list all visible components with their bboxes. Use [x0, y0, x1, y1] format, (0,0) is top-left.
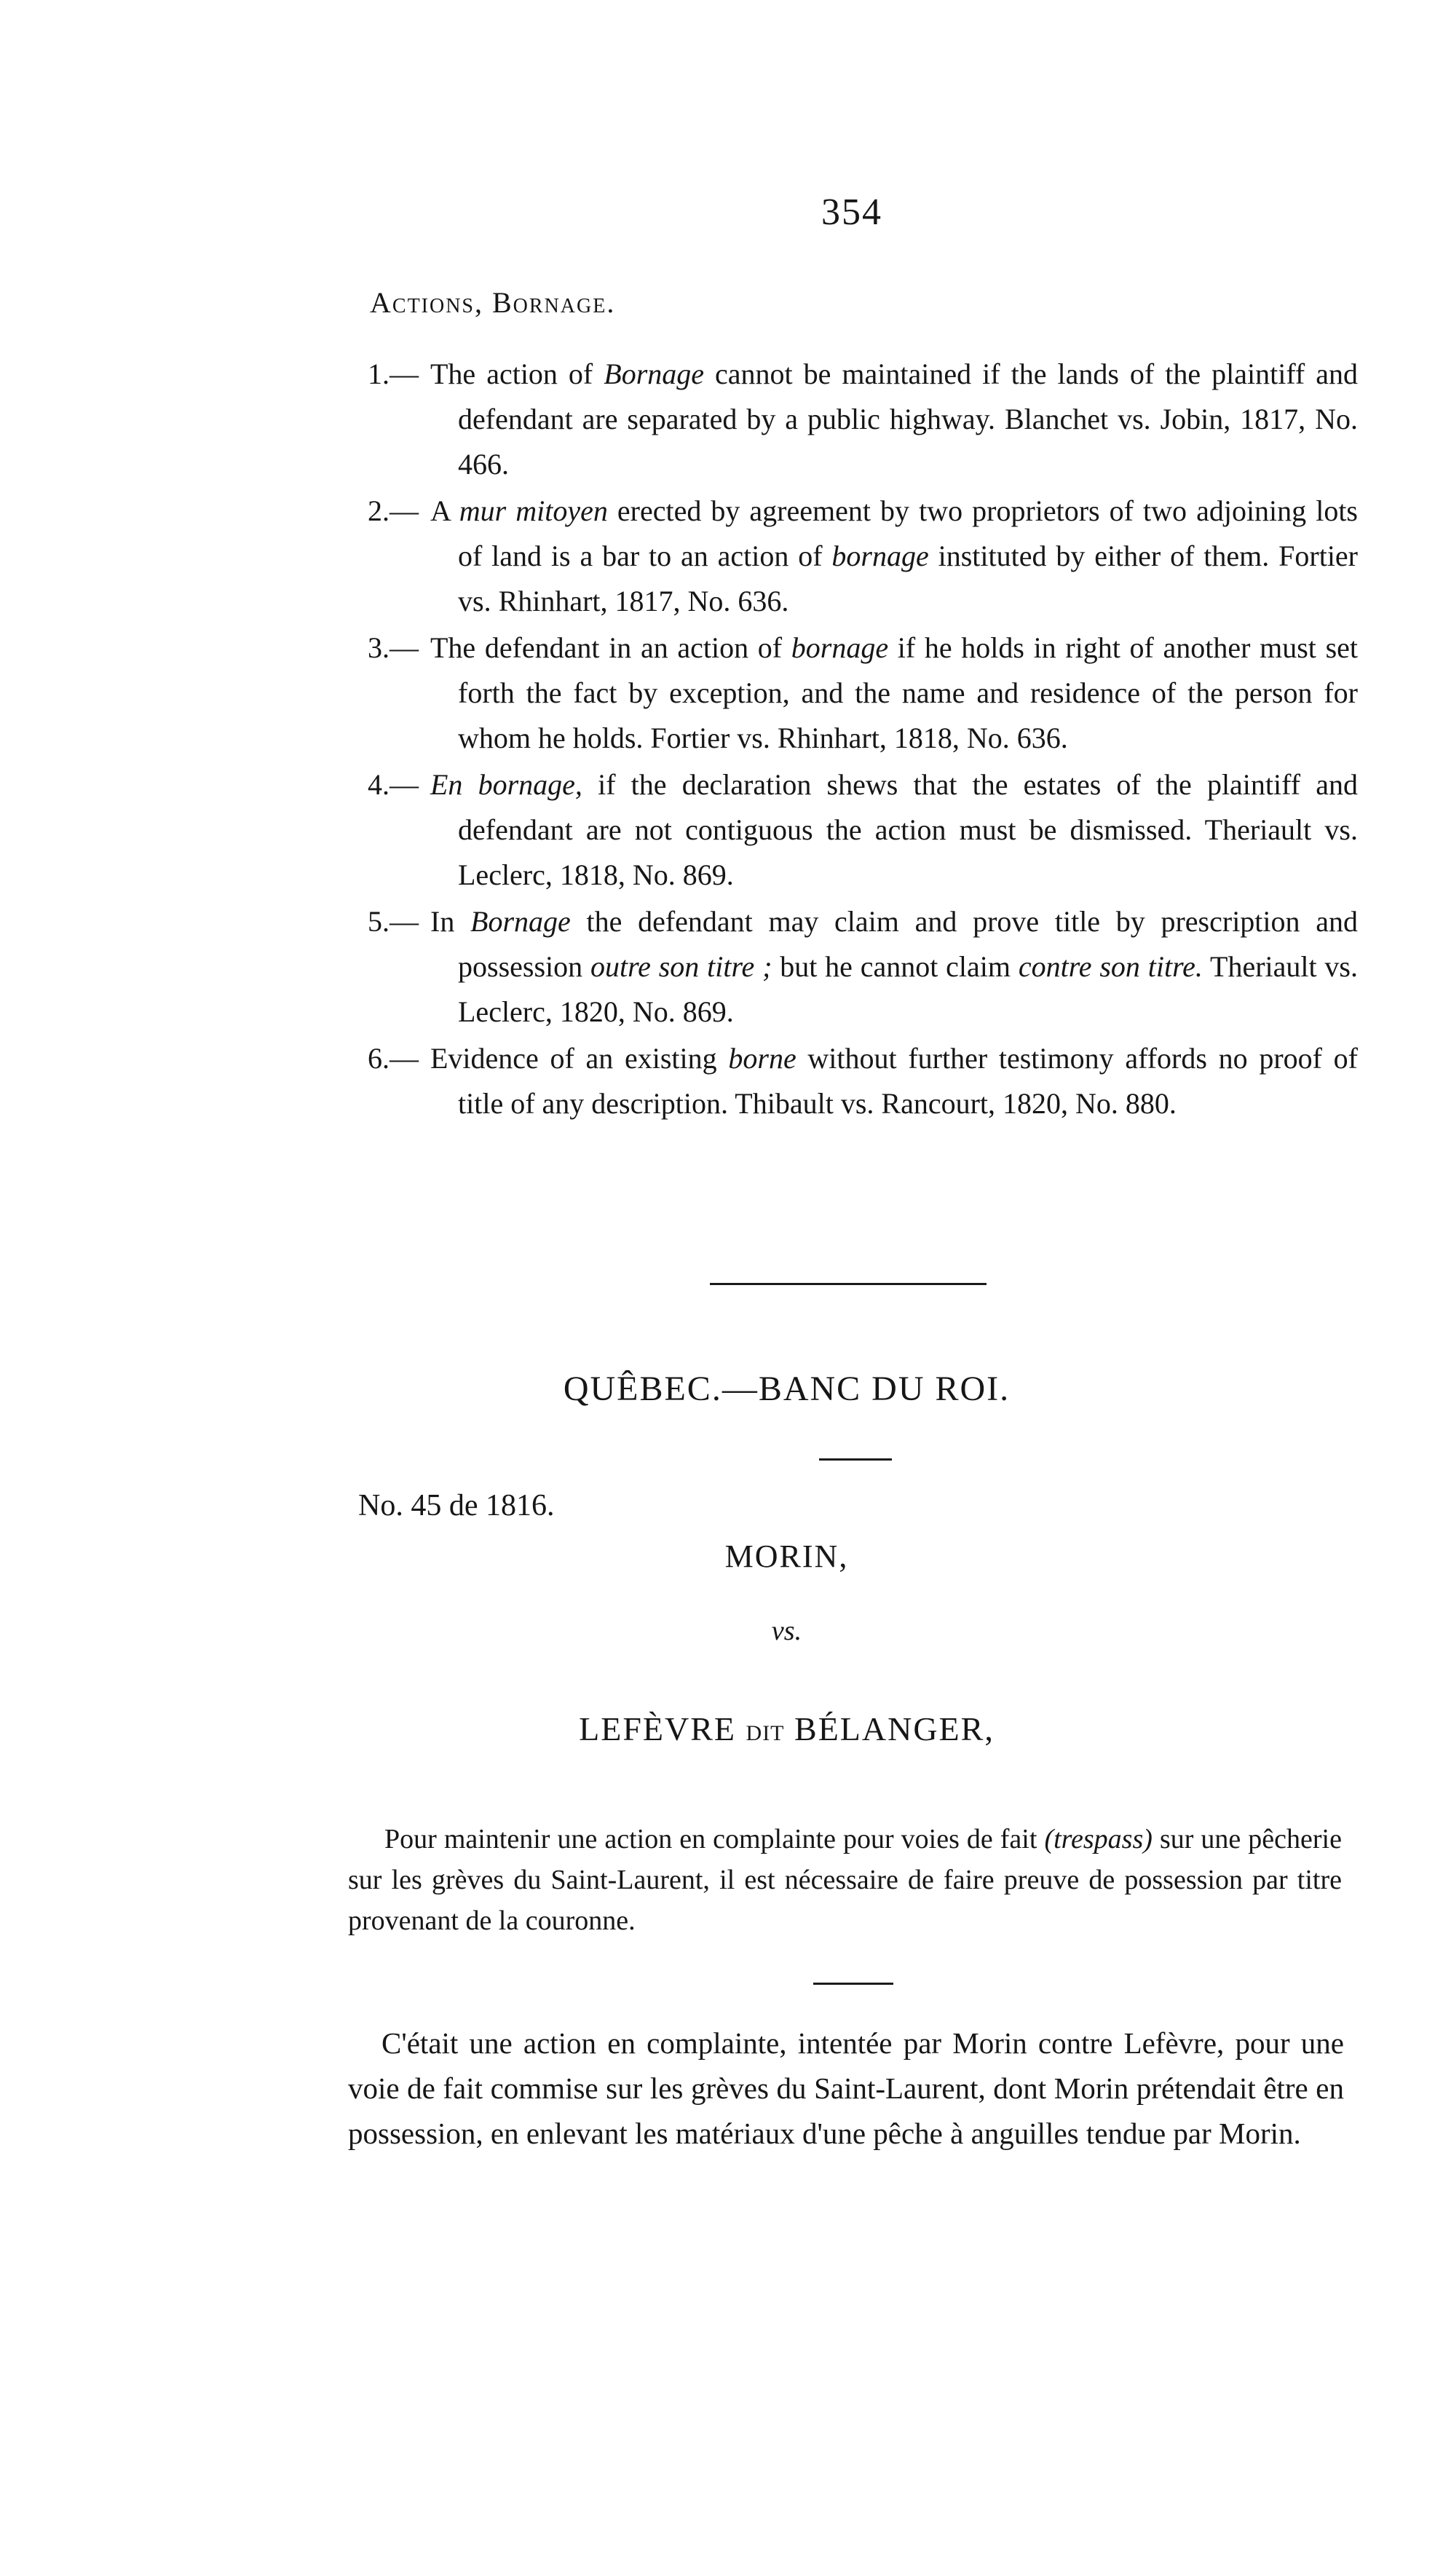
headnote [348, 1819, 1342, 1941]
defendant-dit: DIT [746, 1721, 785, 1745]
entry-text: Theriault vs. Leclerc, 1820, No. 869. [458, 950, 1358, 1028]
entry-italic: outre son titre ; [590, 950, 772, 983]
entry-text: without further testimony affords no proof of title of any description. Thibault vs. Rancourt, 1820, No. 880. [458, 1042, 1358, 1120]
entry-text: Evidence of an existing [430, 1042, 729, 1075]
digest-entry-4 [368, 762, 1358, 898]
digest-entry-2 [368, 489, 1358, 624]
court-title: QUÊBEC.—BANC DU ROI. [563, 1370, 1011, 1408]
entry-number: 1.— [368, 357, 419, 390]
entry-number: 5.— [368, 905, 419, 938]
digest-entry-3 [368, 625, 1358, 761]
entry-text: The defendant in an action of [430, 631, 791, 664]
defendant-name [0, 1710, 1435, 1748]
entry-text: if he holds in right of another must set forth the fact by exception, and the name and residence of the person for whom he holds. Fortier vs. Rhinhart, 1818, No. 636. [458, 631, 1358, 754]
versus-label: vs. [771, 1616, 802, 1646]
entry-italic: bornage [831, 540, 929, 572]
case-body-paragraph: C'était une action en complainte, intentée par Morin contre Lefèvre, pour une voie de fait commise sur les grèves du Saint-Laurent, dont Morin prétendait être en possession, en enlevant les matériaux d'une pêche à anguilles tendue par Morin. [348, 2026, 1344, 2150]
entry-text: cannot be maintained if the lands of the plaintiff and defendant are separated by a public highway. Blanchet vs. Jobin, 1817, No. 466. [458, 357, 1358, 481]
headnote-rule [813, 1983, 893, 1985]
headnote-text: Pour maintenir une action en complainte pour voies de fait [384, 1824, 1045, 1854]
entry-number: 2.— [368, 494, 419, 527]
digest-entries [368, 352, 1358, 1126]
entry-italic: contre son titre. [1018, 950, 1203, 983]
section-divider [710, 1283, 987, 1285]
entry-text: The action of [430, 357, 604, 390]
entry-text: erected by agreement by two proprietors of two adjoining lots of land is a bar to an action of [458, 494, 1359, 572]
title-rule [819, 1458, 892, 1461]
entry-number: 4.— [368, 768, 419, 801]
entry-text: but he cannot claim [772, 950, 1019, 983]
running-head: Actions, Bornage. [370, 286, 616, 319]
entry-italic: Bornage [470, 905, 571, 938]
entry-italic: borne [728, 1042, 796, 1075]
plaintiff-name: MORIN, [724, 1538, 849, 1574]
entry-number: 6.— [368, 1042, 419, 1075]
entry-italic: Bornage [604, 357, 705, 390]
entry-text: the defendant may claim and prove title by prescription and possession [458, 905, 1358, 983]
entry-text: In [430, 905, 471, 938]
case-number: No. 45 de 1816. [358, 1489, 555, 1522]
headnote-text: sur une pêcherie sur les grèves du Saint-Laurent, il est nécessaire de faire preuve de possession par titre provenant de la couronne. [348, 1824, 1342, 1936]
defendant-surname: LEFÈVRE [579, 1710, 746, 1747]
digest-entry-1 [368, 352, 1358, 487]
entry-text: instituted by either of them. Fortier vs. Rhinhart, 1817, No. 636. [458, 540, 1359, 617]
defendant-alias: BÉLANGER, [784, 1710, 995, 1747]
entry-italic: bornage [791, 631, 889, 664]
entry-text: A [430, 494, 459, 527]
digest-entry-6 [368, 1036, 1358, 1126]
entry-italic: mur mitoyen [459, 494, 608, 527]
headnote-italic: (trespass) [1044, 1824, 1153, 1854]
page-number: 354 [821, 191, 882, 233]
entry-text: if the declaration shews that the estates of the plaintiff and defendant are not contiguous the action must be dismissed. Theriault vs. Leclerc, 1818, No. 869. [458, 768, 1358, 891]
digest-entry-5 [368, 899, 1358, 1035]
entry-italic: En bornage, [430, 768, 582, 801]
entry-number: 3.— [368, 631, 419, 664]
